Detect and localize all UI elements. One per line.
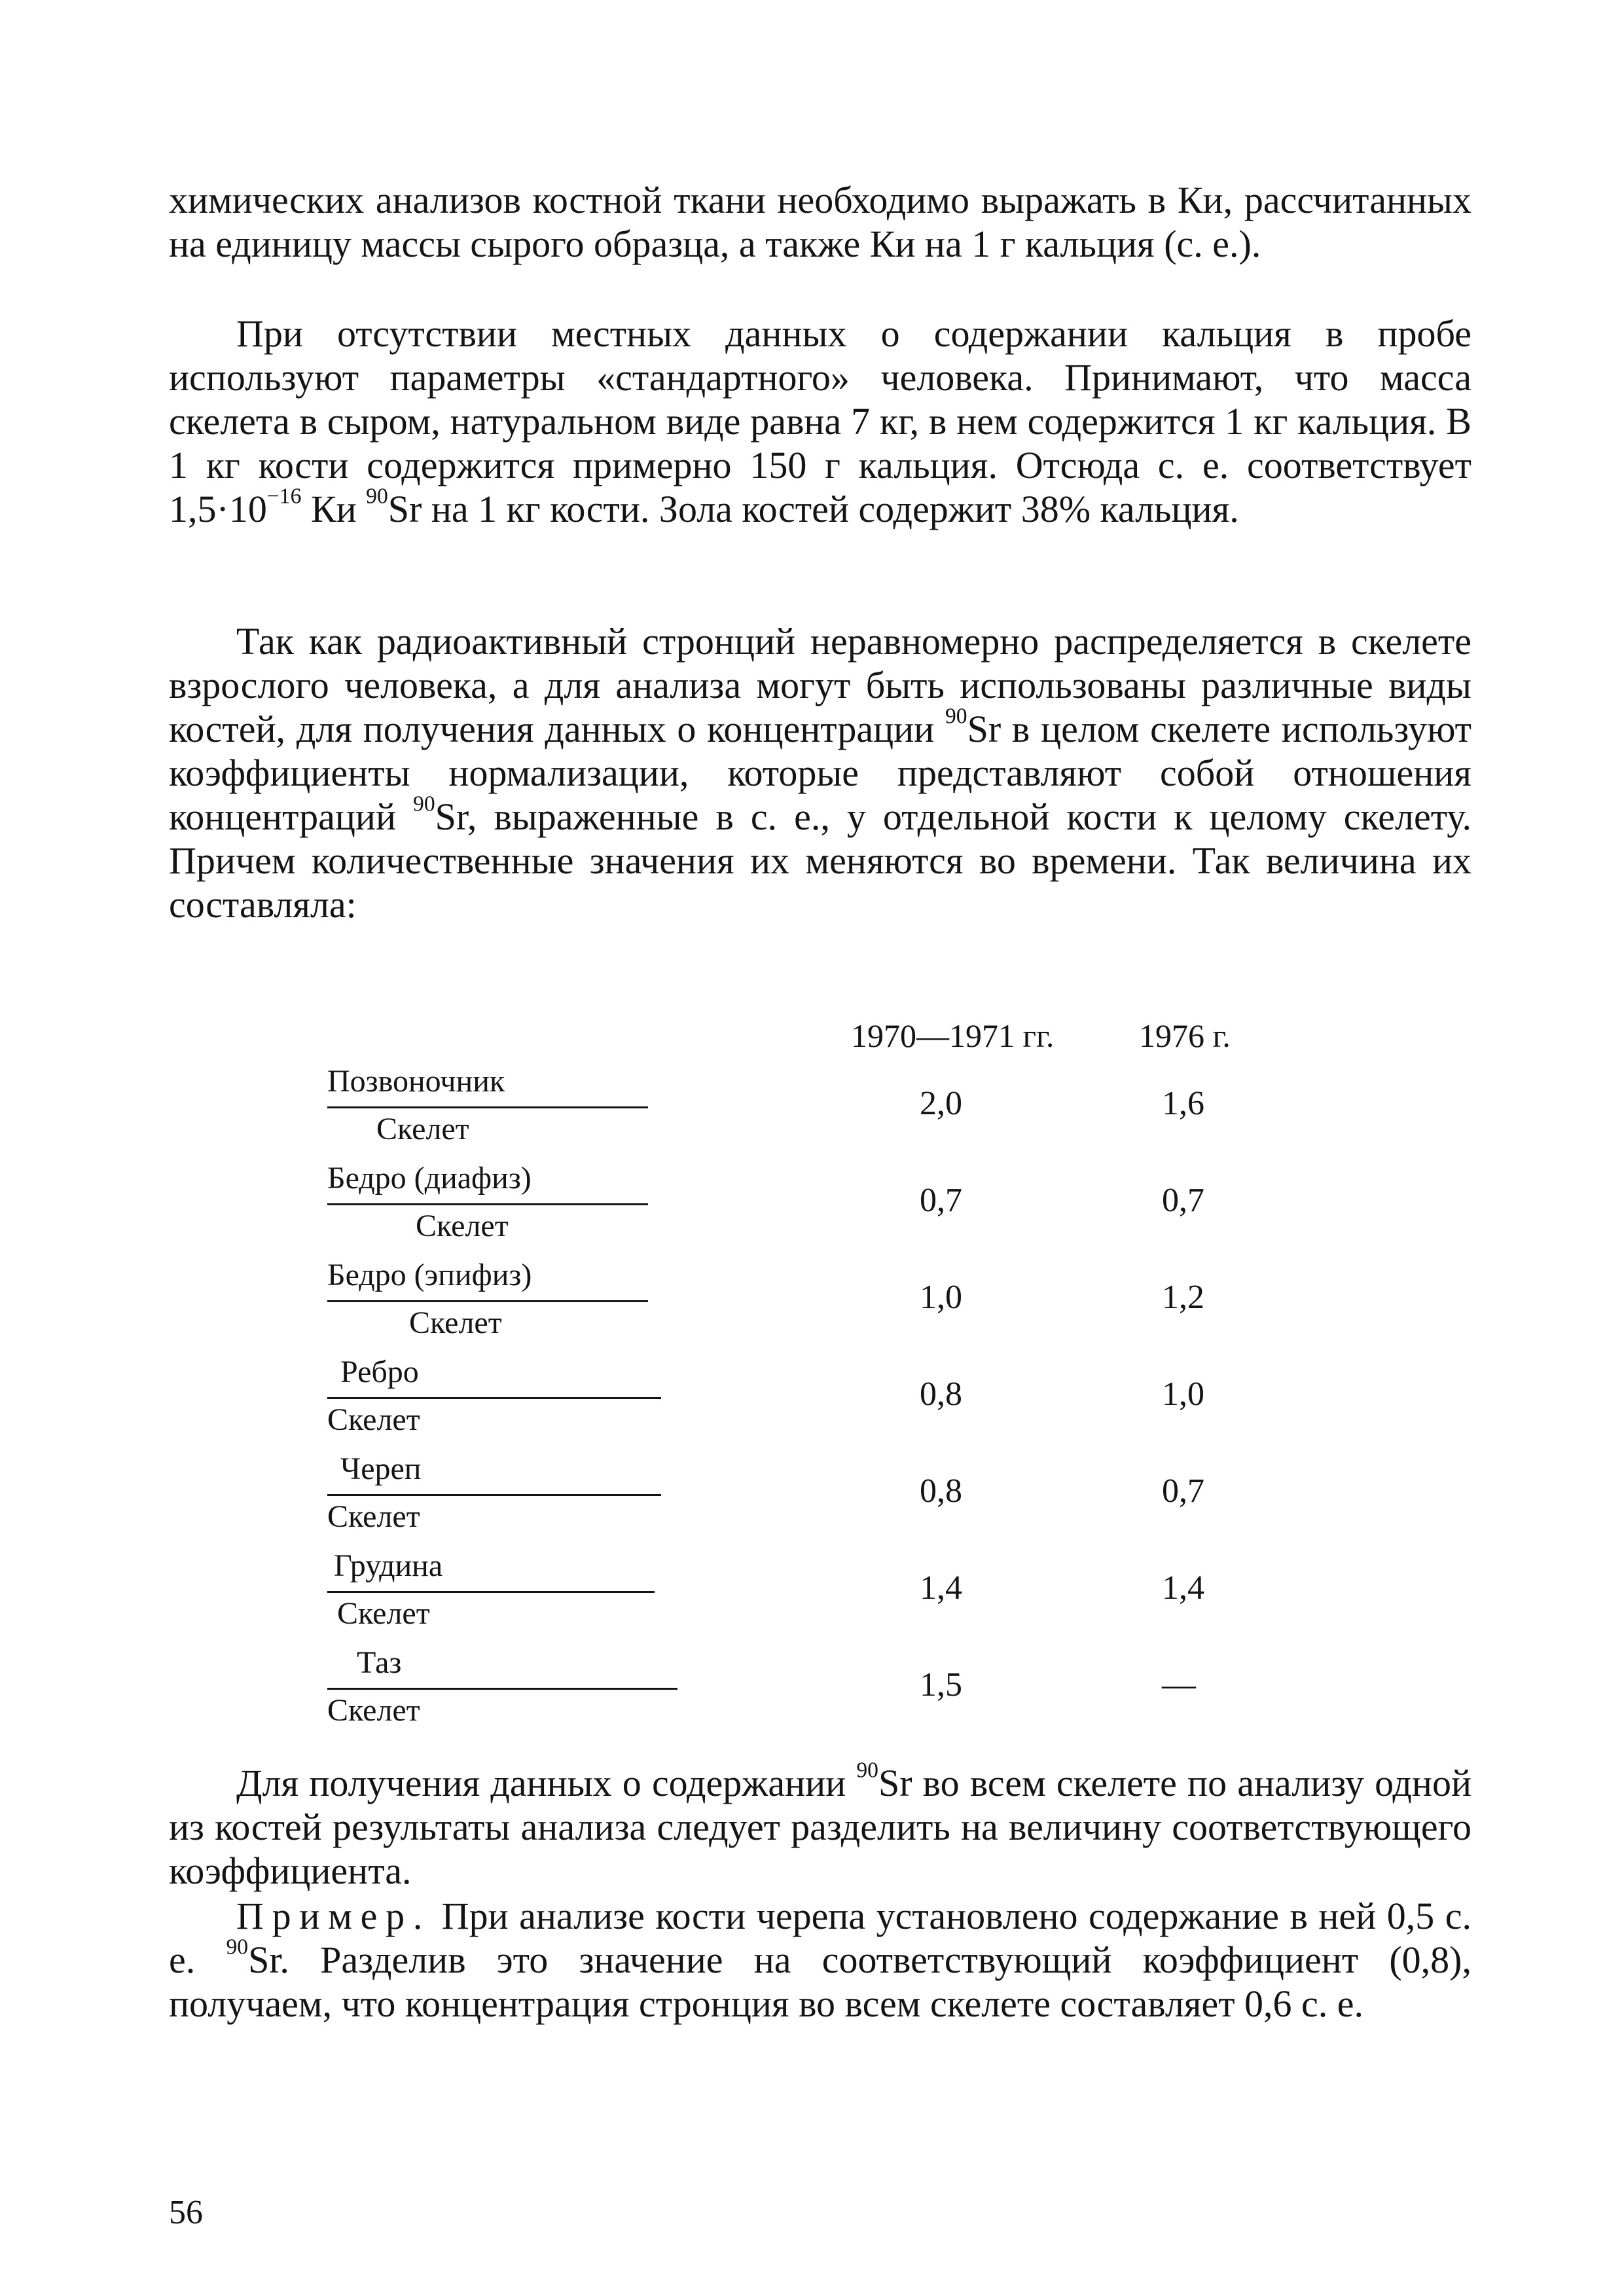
table-row (0, 1351, 1624, 1448)
superscript: 90 (413, 792, 435, 816)
ratio-numerator: Грудина (327, 1545, 655, 1593)
value-1970-1971: 2,0 (920, 1085, 962, 1122)
superscript: −16 (266, 484, 302, 509)
ratio-numerator: Череп (327, 1448, 661, 1496)
ratio-denominator: Скелет (376, 1112, 469, 1146)
table-row (0, 1642, 1624, 1739)
value-1970-1971: 0,7 (920, 1182, 962, 1219)
bone-ratio-label (327, 1642, 648, 1739)
value-1976: 1,4 (1162, 1569, 1204, 1607)
bone-ratio-label (327, 1448, 648, 1545)
value-1970-1971: 1,0 (920, 1279, 962, 1316)
ratio-numerator: Ребро (327, 1351, 661, 1399)
table-row (0, 1061, 1624, 1157)
table-row (0, 1254, 1624, 1351)
example-label: Пример. (236, 1895, 431, 1937)
value-1976: 1,6 (1162, 1085, 1204, 1122)
bone-ratio-label (327, 1545, 648, 1642)
ratio-numerator: Бедро (эпифиз) (327, 1254, 648, 1302)
table-row (0, 1448, 1624, 1545)
ratio-denominator: Скелет (416, 1209, 509, 1243)
value-1976: 0,7 (1162, 1182, 1204, 1219)
paragraph-text: Пример. При анализе кости черепа установлено содержание в ней 0,5 с. е. $^{90}$Sr. Разделив это значение на соответствующий коэффициент (0,8), получаем, что концентрация стронция во всем скелете составляет 0,6 с. е. (169, 1895, 1471, 2025)
paragraph-example (169, 1894, 1471, 2026)
ratio-numerator: Бедро (диафиз) (327, 1157, 648, 1205)
paragraph-text: Так как радиоактивный стронций неравномерно распределяется в скелете взрослого человека, а для анализа могут быть использованы различные виды костей, для получения данных о концентрации $^{90}$Sr в целом скелете используют коэффициенты нормализации, которые представляют собой отношения концентраций $^{90}$Sr, выраженные в с. е., у отдельной кости к целому скелету. Причем количественные значения их меняются во времени. Так величина их составляла: (169, 620, 1471, 926)
table-row (0, 1157, 1624, 1254)
ratio-denominator: Скелет (337, 1596, 430, 1631)
paragraph-text: Для получения данных о содержании $^{90}$Sr во всем скелете по анализу одной из костей результаты анализа следует разделить на величину соответствующего коэффициента. (169, 1758, 1471, 1892)
ratio-numerator: Позвоночник (327, 1061, 648, 1108)
value-1976: — (1162, 1666, 1196, 1704)
ratio-numerator: Таз (327, 1642, 677, 1690)
value-1970-1971: 1,5 (920, 1666, 962, 1704)
value-1976: 0,7 (1162, 1472, 1204, 1510)
superscript: 90 (856, 1758, 878, 1783)
superscript: 90 (226, 1935, 249, 1959)
bone-ratio-label (327, 1157, 648, 1254)
value-1970-1971: 0,8 (920, 1376, 962, 1413)
ratio-denominator: Скелет (327, 1402, 420, 1437)
ratio-denominator: Скелет (409, 1305, 502, 1340)
bone-ratio-label (327, 1061, 648, 1157)
value-1976: 1,2 (1162, 1279, 1204, 1316)
paragraph-text: При отсутствии местных данных о содержании кальция в пробе используют параметры «стандартного» человека. Принимают, что масса скелета в сыром, натуральном виде равна 7 кг, в нем содержится 1 кг кальция. В 1 кг кости содержится примерно 150 г кальция. Отсюда с. е. соответствует $1,5\cdot 10^{-16}$ Ки $^{90}$Sr на 1 кг кости. Зола костей содержит 38% кальция. (169, 312, 1471, 530)
paragraph-skeleton-content (169, 1758, 1471, 1893)
superscript: 90 (366, 484, 388, 509)
column-header-1970-1971: 1970—1971 гг. (851, 1017, 1055, 1054)
value-1976: 1,0 (1162, 1376, 1204, 1413)
table-row (0, 1545, 1624, 1642)
page-number: 56 (169, 2194, 203, 2231)
paragraph-text: химических анализов костной ткани необходимо выражать в Ки, рассчитанных на единицу массы сырого образца, а также Ки на 1 г кальция (с. е.). (169, 179, 1471, 265)
ratio-denominator: Скелет (327, 1693, 420, 1728)
bone-ratio-label (327, 1254, 648, 1351)
ratio-denominator: Скелет (327, 1499, 420, 1534)
value-1970-1971: 0,8 (920, 1472, 962, 1510)
value-1970-1971: 1,4 (920, 1569, 962, 1607)
superscript: 90 (945, 704, 967, 729)
column-header-1976: 1976 г. (1139, 1017, 1231, 1054)
bone-ratio-label (327, 1351, 648, 1448)
